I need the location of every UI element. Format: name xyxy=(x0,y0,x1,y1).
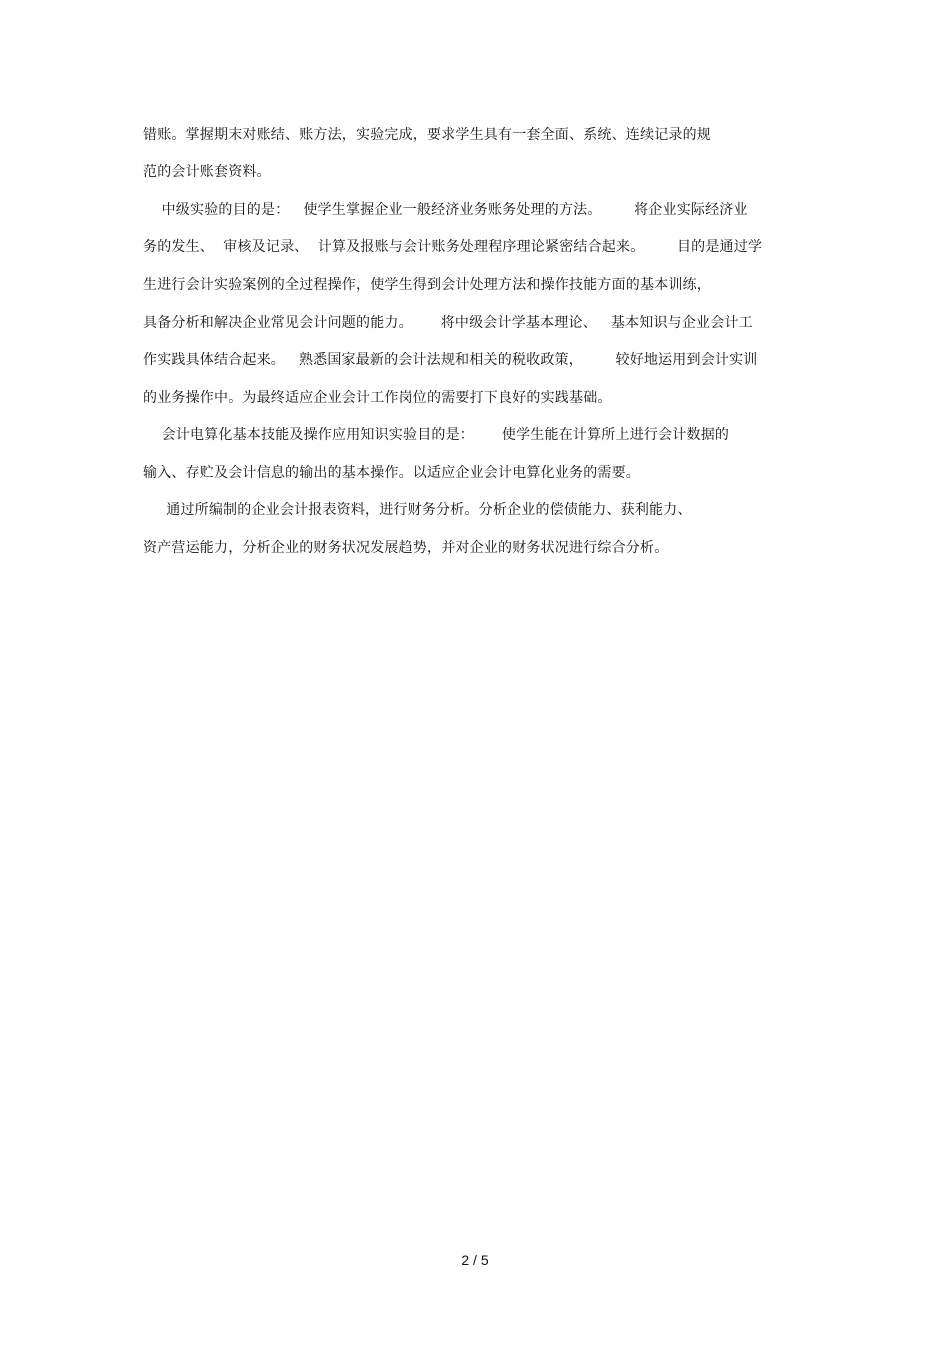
text-line: 通过所编制的企业会计报表资料，进行财务分析。分析企业的偿债能力、获利能力、 xyxy=(143,502,692,518)
text-line: 务的发生、 审核及记录、 计算及报账与会计账务处理程序理论紧密结合起来。 目的是通过学 xyxy=(143,239,763,255)
text-line: 具备分析和解决企业常见会计问题的能力。 将中级会计学基本理论、 基本知识与企业会计工 xyxy=(143,315,753,331)
text-line: 作实践具体结合起来。 熟悉国家最新的会计法规和相关的税收政策， 较好地运用到会计实训 xyxy=(143,352,758,368)
text-line: 会计电算化基本技能及操作应用知识实验目的是： 使学生能在计算所上进行会计数据的 xyxy=(143,427,730,443)
text-line: 的业务操作中。为最终适应企业会计工作岗位的需要打下良好的实践基础。 xyxy=(143,390,612,406)
text-line: 范的会计账套资料。 xyxy=(143,164,271,180)
text-line: 输入、存贮及会计信息的输出的基本操作。以适应企业会计电算化业务的需要。 xyxy=(143,465,640,481)
page-number: 2 / 5 xyxy=(461,1252,489,1268)
text-line: 资产营运能力，分析企业的财务状况发展趋势，并对企业的财务状况进行综合分析。 xyxy=(143,540,669,556)
text-line: 生进行会计实验案例的全过程操作，使学生得到会计处理方法和操作技能方面的基本训练， xyxy=(143,277,711,293)
text-line: 错账。掌握期末对账结、账方法，实验完成，要求学生具有一套全面、系统、连续记录的规 xyxy=(143,127,711,143)
text-line: 中级实验的目的是： 使学生掌握企业一般经济业务账务处理的方法。 将企业实际经济业 xyxy=(143,202,748,218)
